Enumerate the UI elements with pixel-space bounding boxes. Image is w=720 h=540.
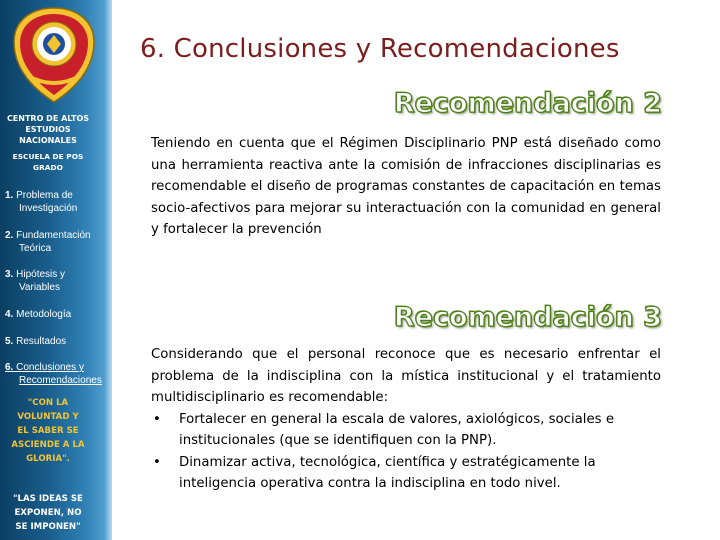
quote-line: GLORIA". [26, 454, 70, 464]
quote-line: EL SABER SE [17, 426, 79, 436]
nav-item-metodologia[interactable] [5, 308, 71, 321]
quote-line: VOLUNTAD Y [17, 412, 79, 422]
recommendation-3-heading: Recomendación 3 [393, 302, 662, 333]
national-police-seal-icon [6, 4, 102, 106]
nav-label: Resultados [16, 336, 67, 347]
nav-label: Variables [19, 282, 60, 293]
institution-name [4, 113, 92, 146]
nav-number: 6. [5, 362, 14, 373]
nav-label: Fundamentación [16, 230, 91, 241]
institution-line: CENTRO DE ALTOS [6, 114, 90, 123]
recommendation-2-text: Teniendo en cuenta que el Régimen Disciplinario PNP está diseñado como una herramienta reactiva ante la comisión de infracciones disciplinarias es recomendable el diseño de programas constantes de capacitación en temas socio-afectivos para mejorar su interactuación con la comunidad en general y fortalecer la prevención [151, 136, 661, 237]
recommendation-3-body [151, 344, 661, 495]
bullet-icon: • [153, 411, 161, 427]
nav-label: Investigación [19, 203, 78, 214]
nav-number: 4. [5, 309, 14, 320]
nav-item-fundamentacion[interactable] [5, 229, 91, 255]
ideas-quote [4, 492, 92, 534]
page-title: 6. Conclusiones y Recomendaciones [140, 34, 620, 64]
school-line: GRADO [33, 162, 63, 172]
nav-label: Metodología [16, 309, 72, 320]
nav-number: 1. [5, 190, 14, 201]
quote-line: EXPONEN, NO [14, 508, 82, 518]
nav-item-conclusiones[interactable] [5, 361, 102, 387]
list-item-text: Dinamizar activa, tecnológica, científica y estratégicamente la inteligencia operativa contra la indisciplina en todo nivel. [179, 454, 596, 491]
school-name [4, 152, 92, 173]
recommendation-3-intro: Considerando que el personal reconoce que es necesario enfrentar el problema de la indisciplina con la mística institucional y el tratamiento multidisciplinario es recomendable: [151, 347, 661, 405]
bullet-icon: • [153, 454, 161, 470]
institution-line: ESTUDIOS [25, 125, 71, 134]
sidebar [0, 0, 112, 540]
school-line: ESCUELA DE POS [12, 152, 84, 161]
nav-label: Hipótesis y [16, 269, 66, 280]
nav-number: 5. [5, 336, 14, 347]
list-item [151, 452, 661, 495]
nav-number: 2. [5, 230, 14, 241]
quote-line: "LAS IDEAS SE [13, 494, 83, 504]
nav-item-resultados[interactable] [5, 335, 66, 348]
nav-label: Teórica [19, 243, 52, 254]
nav-label: Conclusiones y [16, 362, 84, 373]
quote-line: SE IMPONEN" [15, 522, 81, 532]
nav-number: 3. [5, 269, 14, 280]
sidebar-edge-gradient [104, 0, 112, 540]
nav-item-problema[interactable] [5, 189, 77, 215]
quote-line: ASCIENDE A LA [11, 440, 85, 450]
nav-item-hipotesis[interactable] [5, 268, 65, 294]
nav-label: Problema de [16, 190, 73, 201]
list-item-text: Fortalecer en general la escala de valores, axiológicos, sociales e institucionales (que se identifiquen con la PNP). [179, 411, 614, 448]
quote-line: "CON LA [27, 398, 69, 408]
nav-label: Recomendaciones [19, 375, 102, 386]
recommendation-2-heading: Recomendación 2 [393, 88, 662, 119]
motto-quote [4, 396, 92, 466]
list-item [151, 409, 661, 452]
institution-line: NACIONALES [19, 136, 77, 145]
recommendation-3-list [151, 409, 661, 495]
